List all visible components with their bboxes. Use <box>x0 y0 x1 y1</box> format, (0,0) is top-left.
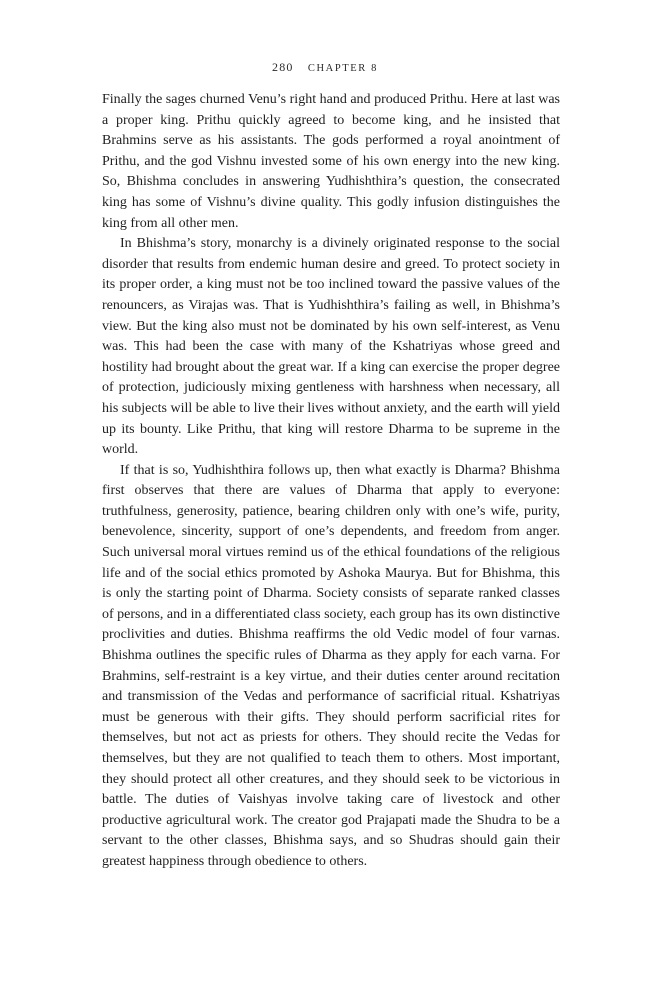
chapter-title: CHAPTER 8 <box>307 63 378 74</box>
body-text <box>102 90 560 873</box>
paragraph-2: In Bhishma’s story, monarchy is a divinely originated response to the social disorder that results from endemic human desire and greed. To protect society in its proper order, a king must not be too inclined toward the passive values of the renouncers, as Virajas was. That is Yudhishthira’s failing as well, in Bhishma’s view. But the king also must not be dominated by his own self-interest, as Venu was. This had been the case with many of the Kshatriyas whose greed and hostility had brought about the great war. If a king can exercise the proper degree of protection, judiciously mixing gentleness with harshness when necessary, all his subjects will be able to live their lives without anxiety, and the earth will yield up its bounty. Like Prithu, that king will restore Dharma to be supreme in the world. <box>102 236 560 458</box>
page-number: 280 <box>272 60 294 74</box>
running-head <box>0 60 650 75</box>
paragraph-1: Finally the sages churned Venu’s right hand and produced Prithu. Here at last was a proper king. Prithu quickly agreed to become king, and he insisted that Brahmins serve as his assistants. The gods performed a royal anointment of Prithu, and the god Vishnu invested some of his own energy into the new king. So, Bhishma concludes in answering Yudhishthira’s question, the consecrated king has some of Vishnu’s divine quality. This godly infusion distinguishes the king from all other men. <box>102 92 560 231</box>
paragraph-3: If that is so, Yudhishthira follows up, then what exactly is Dharma? Bhishma first observes that there are values of Dharma that apply to everyone: truthfulness, generosity, patience, bearing children only with one’s wife, purity, benevolence, sincerity, support of one’s dependents, and freedom from anger. Such universal moral virtues remind us of the ethical foundations of the religious life and of the social ethics promoted by Ashoka Maurya. But for Bhishma, this is only the starting point of Dharma. Society consists of separate ranked classes of persons, and in a differentiated class society, each group has its own distinctive proclivities and duties. Bhishma reaffirms the old Vedic model of four varnas. Bhishma outlines the specific rules of Dharma as they apply for each varna. For Brahmins, self-restraint is a key virtue, and their duties center around recitation and transmission of the Vedas and performance of sacrificial ritual. Kshatriyas must be generous with their gifts. They should perform sacrificial rites for themselves, but not act as priests for others. They should recite the Vedas for themselves, but they are not qualified to teach them to others. Most important, they should protect all other creatures, and they should seek to be victorious in battle. The duties of Vaishyas involve taking care of livestock and other productive agricultural work. The creator god Prajapati made the Shudra to be a servant to the other classes, Bhishma says, and so Shudras should gain their greatest happiness through obedience to others. <box>102 462 560 869</box>
